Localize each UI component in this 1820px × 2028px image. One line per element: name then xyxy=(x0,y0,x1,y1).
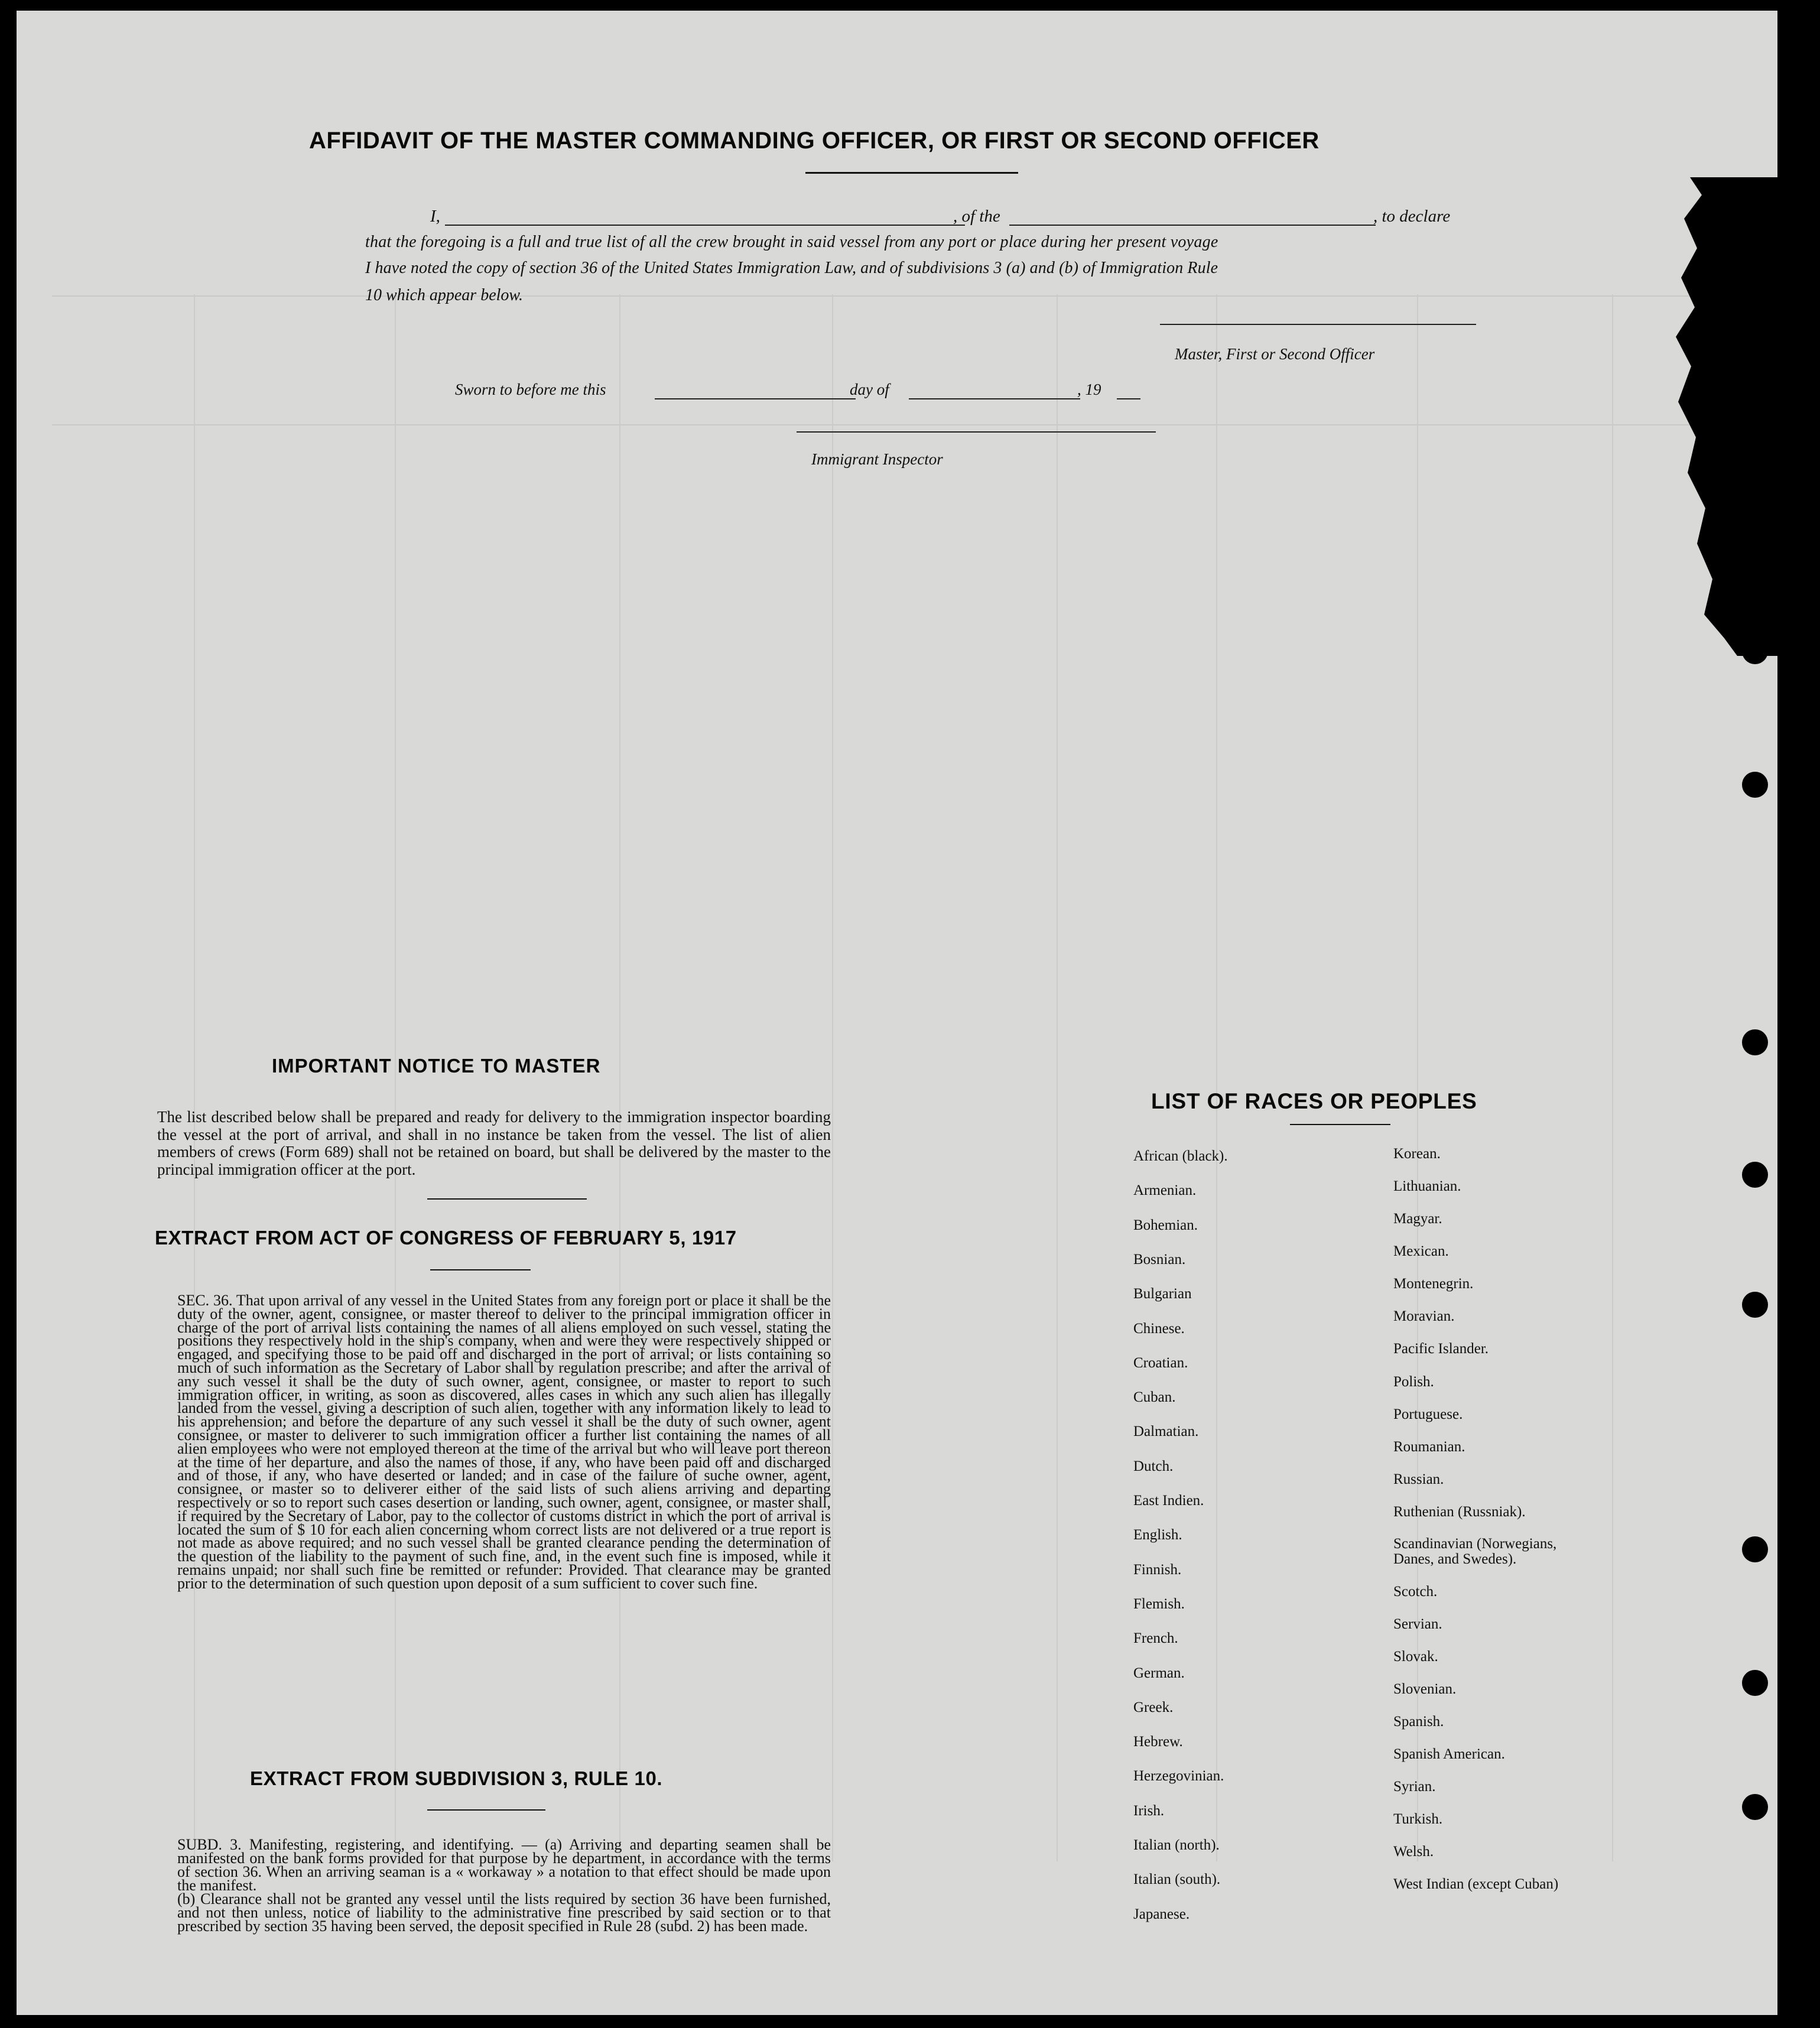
inspector-label: Immigrant Inspector xyxy=(811,450,943,468)
race-item: Scotch. xyxy=(1393,1584,1438,1600)
race-item: Italian (south). xyxy=(1133,1871,1221,1888)
rule-text xyxy=(177,1838,831,1933)
race-item: Chinese. xyxy=(1133,1320,1185,1337)
race-item: Bosnian. xyxy=(1133,1251,1186,1268)
affidavit-line-4: 10 which appear below. xyxy=(365,286,524,304)
race-item: Servian. xyxy=(1393,1616,1442,1632)
title-underline xyxy=(805,172,1018,174)
race-item: Montenegrin. xyxy=(1393,1276,1474,1292)
race-item: African (black). xyxy=(1133,1148,1228,1164)
ghost-rule xyxy=(395,294,396,1861)
document-page xyxy=(17,11,1777,2015)
binder-hole xyxy=(1742,1029,1768,1055)
binder-hole xyxy=(1742,1670,1768,1696)
race-item: Dutch. xyxy=(1133,1458,1174,1474)
race-item: English. xyxy=(1133,1527,1182,1543)
notice-text xyxy=(157,1109,831,1178)
rule-heading: EXTRACT FROM SUBDIVISION 3, RULE 10. xyxy=(250,1767,663,1789)
day-of-label: day of xyxy=(850,381,889,398)
race-item: French. xyxy=(1133,1630,1178,1647)
sworn-year-line[interactable] xyxy=(1117,398,1140,399)
vessel-field-line[interactable] xyxy=(1009,225,1376,226)
act-text xyxy=(177,1294,831,1591)
race-item: Portuguese. xyxy=(1393,1406,1463,1422)
race-item: Spanish. xyxy=(1393,1714,1444,1730)
of-the-label: , of the xyxy=(953,207,1000,226)
races-heading: LIST OF RACES OR PEOPLES xyxy=(1151,1089,1477,1113)
race-item: Spanish American. xyxy=(1393,1746,1505,1762)
race-item: Turkish. xyxy=(1393,1811,1443,1827)
race-item: Ruthenian (Russniak). xyxy=(1393,1504,1526,1520)
race-item: Syrian. xyxy=(1393,1779,1436,1795)
race-item: Hebrew. xyxy=(1133,1734,1183,1750)
race-item: Cuban. xyxy=(1133,1389,1176,1406)
race-item: Welsh. xyxy=(1393,1844,1434,1860)
binder-hole xyxy=(1742,1162,1768,1188)
sworn-label: Sworn to before me this xyxy=(455,381,606,398)
affidavit-line-3: I have noted the copy of section 36 of the United States Immigration Law, and of subdivisions 3 (a) and (b) of Immigration Rule xyxy=(365,259,1218,277)
notice-paragraph: The list described below shall be prepared and ready for delivery to the immigration inspector boarding the vessel at the port of arrival, and shall in no instance be taken from the vessel. The list of alien members of crews (Form 689) shall not be retained on board, but shall be delivered by the master to the principal immigration officer at the port. xyxy=(157,1108,831,1178)
signature-line[interactable] xyxy=(1160,324,1476,325)
name-field-line[interactable] xyxy=(445,225,965,226)
race-item: West Indian (except Cuban) xyxy=(1393,1876,1559,1892)
inspector-line[interactable] xyxy=(797,431,1156,433)
race-item: Bohemian. xyxy=(1133,1217,1198,1233)
race-item: Bulgarian xyxy=(1133,1286,1192,1302)
race-item: Finnish. xyxy=(1133,1561,1182,1578)
sworn-month-line[interactable] xyxy=(909,398,1080,399)
race-item: Slovak. xyxy=(1393,1649,1438,1665)
ghost-rule xyxy=(52,424,1754,425)
race-item: Irish. xyxy=(1133,1802,1165,1819)
binder-hole xyxy=(1742,1536,1768,1562)
race-item: Russian. xyxy=(1393,1471,1444,1487)
sworn-day-line[interactable] xyxy=(655,398,856,399)
race-item: Polish. xyxy=(1393,1374,1434,1390)
binder-hole xyxy=(1742,772,1768,798)
affidavit-title: AFFIDAVIT OF THE MASTER COMMANDING OFFICER, OR FIRST OR SECOND OFFICER xyxy=(309,128,1320,154)
year-label: , 19 xyxy=(1077,381,1101,398)
races-rule xyxy=(1290,1124,1390,1125)
race-item: Lithuanian. xyxy=(1393,1178,1461,1194)
ghost-rule xyxy=(1216,294,1217,1861)
race-item: Greek. xyxy=(1133,1699,1174,1715)
rule-paragraph-b: (b) Clearance shall not be granted any vessel until the lists required by section 36 have been furnished, and not then unless, notice of liability to the administrative fine prescribed by said section or to that prescribed by section 35 having been served, the deposit specified in Rule 28 (subd. 2) has been made. xyxy=(177,1890,831,1935)
race-item: Roumanian. xyxy=(1393,1439,1465,1455)
race-item: Herzegovinian. xyxy=(1133,1768,1224,1785)
notice-rule xyxy=(427,1198,587,1200)
race-item: East Indien. xyxy=(1133,1493,1204,1509)
binder-hole xyxy=(1742,1794,1768,1820)
race-item: Armenian. xyxy=(1133,1182,1197,1199)
race-item: Slovenian. xyxy=(1393,1681,1457,1697)
affidavit-i-label: I, xyxy=(430,207,440,226)
rule-rule xyxy=(427,1809,545,1811)
binder-hole xyxy=(1742,1292,1768,1318)
race-item: Mexican. xyxy=(1393,1243,1449,1259)
act-rule xyxy=(430,1269,531,1270)
race-item: Dalmatian. xyxy=(1133,1424,1199,1440)
rule-paragraph-a: SUBD. 3. Manifesting, registering, and identifying. — (a) Arriving and departing seamen shall be manifested on the bank forms provided for that purpose by he department, in accordance with the terms of section 36. When an arriving seaman is a « workaway » a notation to that effect should be made upon the manifest. xyxy=(177,1836,831,1894)
ghost-rule xyxy=(1612,294,1613,1861)
affidavit-line-2: that the foregoing is a full and true list of all the crew brought in said vessel from any port or place during her present voyage xyxy=(365,233,1218,251)
race-item: Moravian. xyxy=(1393,1308,1455,1324)
ghost-rule xyxy=(1057,294,1058,1861)
signature-label: Master, First or Second Officer xyxy=(1175,345,1375,363)
race-item: Italian (north). xyxy=(1133,1837,1220,1853)
race-item: Flemish. xyxy=(1133,1595,1185,1612)
binder-hole xyxy=(1742,638,1768,664)
act-heading: EXTRACT FROM ACT OF CONGRESS OF FEBRUARY 5, 1917 xyxy=(155,1227,737,1249)
act-paragraph: SEC. 36. That upon arrival of any vessel in the United States from any foreign port or place it shall be the duty of the owner, agent, consignee, or master thereof to deliver to the principal immigration officer in charge of the port of arrival lists containing the names of all aliens employed on such vessel, stating the positions they respectively hold in the ship's company, when and were they were respectively shipped or engaged, and specifying those to be paid off and discharged in the port of arrival; or lists containing so much of such information as the Secretary of Labor shall by regulation prescribe; and after the arrival of any such vessel it shall be the duty of such owner, agent, consignee, or master to report to such immigration officer, in writing, as soon as discovered, alles cases in which any such alien has illegally landed from the vessel, giving a description of such alien, together with any information likely to lead to his apprehension; and before the departure of any such vessel it shall be the duty of such owner, agent consignee, or master to deliverer to such immigration officer a further list containing the names of all alien employees who were not employed thereon at the time of the arrival but who will leave port thereon at the time of her departure, and also the names of those, if any, who have been paid off and discharged and of those, if any, who have deserted or landed; and in case of the failure of suche owner, agent, consignee, or master so to deliverer either of the said lists of such aliens arriving and departing respectively or so to report such cases desertion or landing, such owner, agent, consignee, or master shall, if required by the Secretary of Labor, pay to the collector of customs district in which the port of arrival is located the sum of $ 10 for each alien concerning whom correct lists are not delivered or a true report is not made as above required; and no such vessel shall be granted clearance pending the determination of the question of the liability to the payment of such fine, and, in the event such fine is imposed, while it remains unpaid; nor shall such fine be remitted or refunder: Provided. That clearance may be granted prior to the determination of such question upon deposit of a sum sufficient to cover such fine. xyxy=(177,1292,831,1592)
ghost-rule xyxy=(52,295,1754,297)
race-item: Japanese. xyxy=(1133,1906,1190,1922)
race-item: German. xyxy=(1133,1665,1185,1681)
race-item: Croatian. xyxy=(1133,1354,1188,1371)
race-item: Magyar. xyxy=(1393,1211,1442,1227)
ghost-rule xyxy=(619,294,620,1861)
race-item: Pacific Islander. xyxy=(1393,1341,1489,1357)
race-item: Korean. xyxy=(1393,1146,1441,1162)
ghost-rule xyxy=(194,294,195,1861)
to-declare-label: , to declare xyxy=(1373,207,1451,226)
notice-heading: IMPORTANT NOTICE TO MASTER xyxy=(272,1055,601,1077)
ghost-rule xyxy=(832,294,833,1861)
race-item: Scandinavian (Norwegians, Danes, and Swedes). xyxy=(1393,1536,1557,1567)
